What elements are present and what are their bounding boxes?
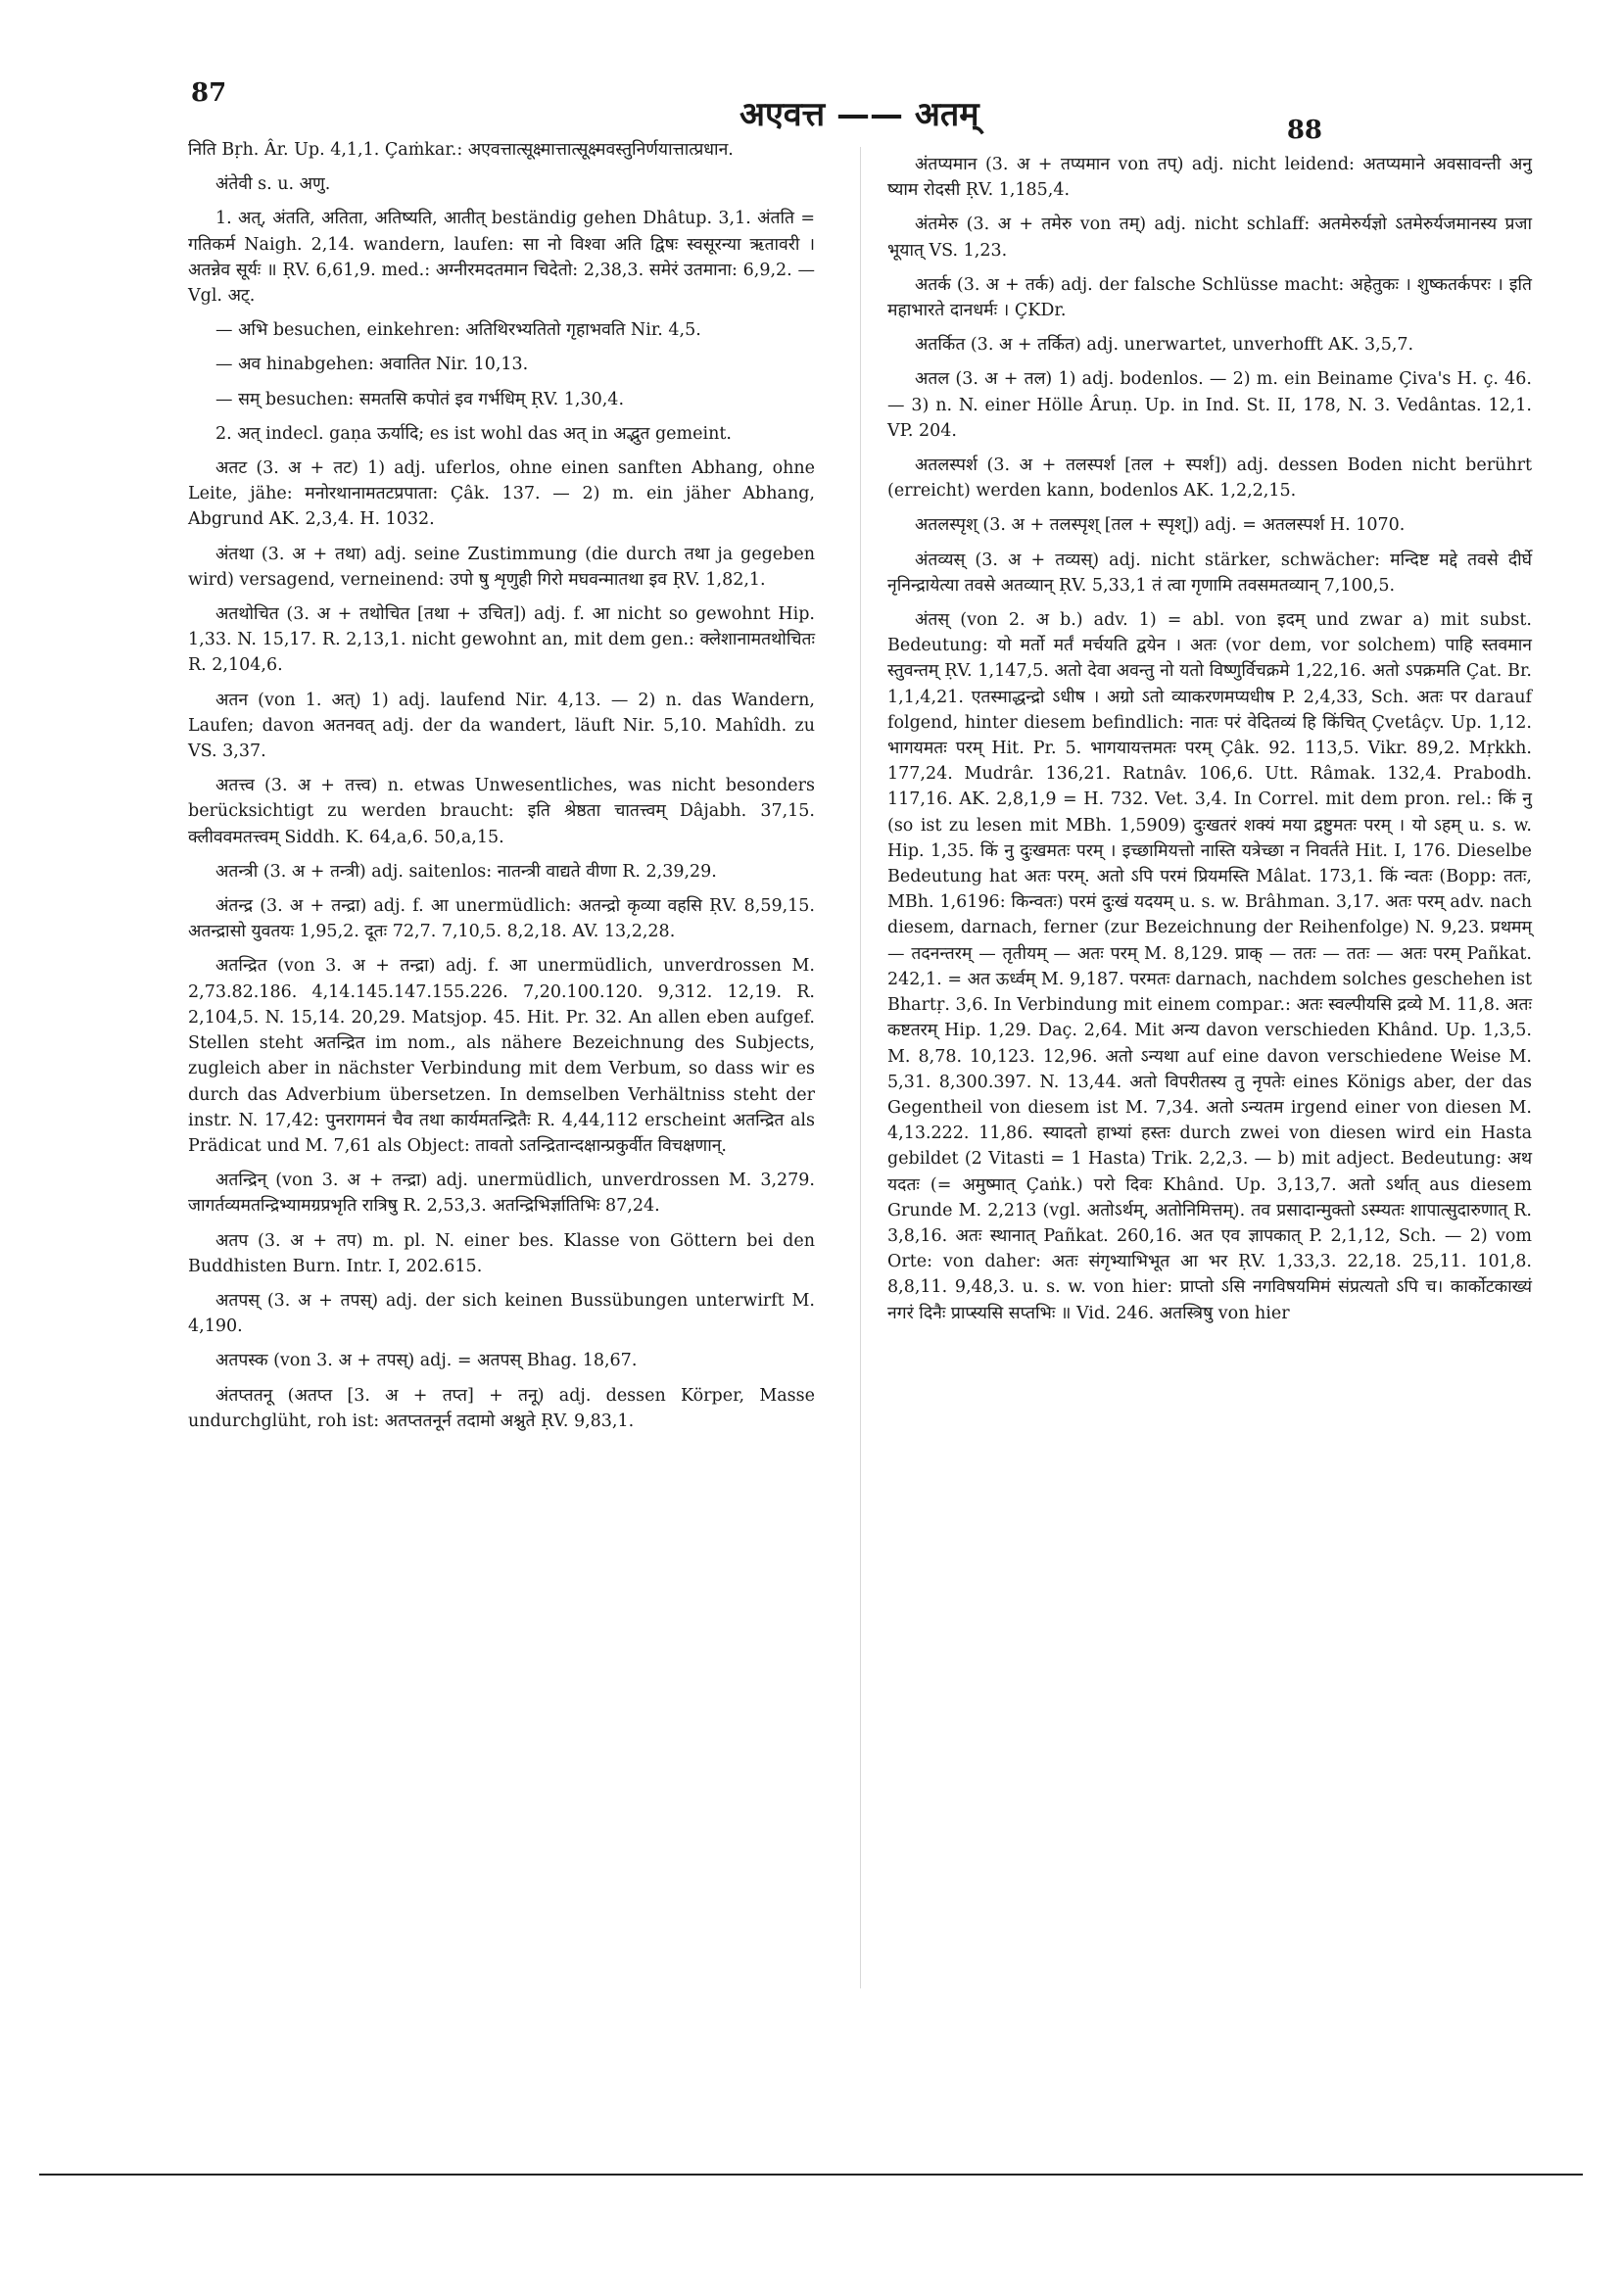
page-header [191,78,1322,145]
dictionary-entry: अतलस्पृश् (3. अ + तलस्पृश् [तल + स्पृश्]) adj. = अतलस्पर्श H. 1070. [915,515,1406,536]
dictionary-entry: अतन्द्रिन् (von 3. अ + तन्द्रा) adj. unermüdlich, unverdrossen M. 3,279. जागर्तव्यमतन्द्रिभ्यामग्रप्रभृति रात्रिषु R. 2,53,3. अतन्द्रिभिर्ज्ञातिभिः 87,24. [188,1171,815,1217]
dictionary-entry: अतल (3. अ + तल) 1) adj. bodenlos. — 2) m. ein Beiname Çiva's H. ç. 46. — 3) n. N. einer Hölle Âruṇ. Up. in Ind. St. II, 178, N. 3. Vedântas. 12,1. VP. 204. [887,369,1532,441]
dictionary-entry: अंतन्द्र (3. अ + तन्द्रा) adj. f. आ unermüdlich: अतन्द्रो कृव्या वहसि ṚV. 8,59,15. अतन्द्रासो युवतयः 1,95,2. दूतः 72,7. 7,10,5. 8,2,18. AV. 13,2,28. [188,896,815,942]
running-headword: अएवत्त —— अतम् [739,95,979,134]
dictionary-entry: अतट (3. अ + तट) 1) adj. uferlos, ohne einen sanften Abhang, ohne Leite, jähe: मनोरथानामतटप्रपाता: Çâk. 137. — 2) m. ein jäher Abhang, Abgrund AK. 2,3,4. H. 1032. [188,458,815,530]
dictionary-entry: निति Bṛh. Âr. Up. 4,1,1. Çaṁkar.: अएवत्तात्सूक्ष्मात्तात्सूक्ष्मवस्तुनिर्णयात्तात्प्रधान. [188,140,734,160]
dictionary-entry: अतन्द्रित (von 3. अ + तन्द्रा) adj. f. आ unermüdlich, unverdrossen M. 2,73.82.186. 4,14.145.147.155.226. 7,20.100.120. 9,312. 12,19. R. 2,104,5. N. 15,14. 20,29. Matsjop. 45. Hit. Pr. 32. An allen eben aufgef. Stellen steht अतन्द्रित im nom., als nähere Bezeichnung des Subjects, zugleich aber in nächster Verbindung mit dem Verbum, so dass wir es durch das Adverbium übersetzen. In demselben Verhältniss steht der instr. N. 17,42: पुनरागमनं चैव तथा कार्यमतन्द्रितैः R. 4,44,112 erscheint अतन्द्रित als Prädicat und M. 7,61 als Object: तावतो ऽतन्द्रितान्दक्षान्प्रकुर्वीत विचक्षणान्. [188,956,815,1156]
right-column [887,152,1532,2013]
left-column [188,137,815,1979]
dictionary-entry: अतर्कित (3. अ + तर्कित) adj. unerwartet, unverhofft AK. 3,5,7. [915,335,1414,356]
dictionary-entry: अतप (3. अ + तप) m. pl. N. einer bes. Klasse von Göttern bei den Buddhisten Burn. Intr. I, 202.615. [188,1230,815,1276]
dictionary-entry: अंतमेरु (3. अ + तमेरु von तम्) adj. nicht schlaff: अतमेरुर्यज्ञो ऽतमेरुर्यजमानस्य प्रजा भूयात् VS. 1,23. [887,215,1532,261]
dictionary-entry: — अव hinabgehen: अवातित Nir. 10,13. [215,355,529,375]
dictionary-entry: अतथोचित (3. अ + तथोचित [तथा + उचित]) adj. f. आ nicht so gewohnt Hip. 1,33. N. 15,17. R. 2,13,1. nicht gewohnt an, mit dem gen.: क्लेशानामतथोचितः R. 2,104,6. [188,604,815,676]
dictionary-entry: अंतेवी s. u. अणु. [215,174,331,195]
dictionary-entry: अंतथा (3. अ + तथा) adj. seine Zustimmung (die durch तथा ja gegeben wird) versagend, verneinend: उपो षु शृणुही गिरो मघवन्मातथा इव ṚV. 1,82,1. [188,544,815,590]
dictionary-entry: अतपस् (3. अ + तपस्) adj. der sich keinen Bussübungen unterwirft M. 4,190. [188,1290,815,1337]
dictionary-entry: अंतस् (von 2. अ b.) adv. 1) = abl. von इदम् und zwar a) mit subst. Bedeutung: यो मर्तो मर्तं मर्चयति द्वयेन । अतः (vor dem, vor solchem) पाहि स्तवमान स्तुवन्तम् ṚV. 1,147,5. अतो देवा अवन्तु नो यतो विष्णुर्विचक्रमे 1,22,16. अतो ऽपक्रमति Çat. Br. 1,1,4,21. एतस्माद्धन्द्रो ऽधीष । अग्रो ऽतो व्याकरणमप्यधीष P. 2,4,33, Sch. अतः पर darauf folgend, hinter diesem befindlich: नातः परं वेदितव्यं हि किंचित् Çvetâçv. Up. 1,12. भागयमतः परम् Hit. Pr. 5. भागयायत्तमतः परम् Çâk. 92. 113,5. Vikr. 89,2. Mṛkkh. 177,24. Mudrâr. 136,21. Ratnâv. 106,6. Utt. Râmak. 132,4. Prabodh. 117,16. AK. 2,8,1,9 = H. 732. Vet. 3,4. In Correl. mit dem pron. rel.: किं नु (so ist zu lesen mit MBh. 1,5909) दुःखतरं शक्यं मया द्रष्टुमतः परम् । यो ऽहम् u. s. w. Hip. 1,35. किं नु दुःखमतः परम् । इच्छामियत्तो नास्ति यत्रेच्छा न निवर्तते Hit. I, 176. Dieselbe Bedeutung hat अतः परम्. अतो ऽपि परमं प्रियमस्ति Mâlat. 173,1. किं न्वतः (Bopp: ततः, MBh. 1,6196: किन्वतः) परमं दुःखं यदयम् u. s. w. Brâhman. 3,17. अतः परम् adv. nach diesem, darnach, ferner (zur Bezeichnung der Reihenfolge) N. 9,23. प्रथमम् — तदनन्तरम् — तृतीयम् — अतः परम् M. 8,129. प्राक् — ततः — ततः — अतः परम् Pañkat. 242,1. = अत ऊर्ध्वम् M. 9,187. परमतः darnach, nachdem solches geschehen ist Bhartṛ. 3,6. In Verbindung mit einem compar.: अतः स्वल्पीयसि द्रव्ये M. 11,8. अतः कष्टतरम् Hip. 1,29. Daç. 2,64. Mit अन्य davon verschieden Khând. Up. 1,3,5. M. 8,78. 10,123. 12,96. अतो ऽन्यथा auf eine davon verschiedene Weise M. 5,31. 8,300.397. N. 13,44. अतो विपरीतस्य तु नृपतेः eines Königs aber, der das Gegentheil von diesem ist M. 7,34. अतो ऽन्यतम irgend einer von diesen M. 4,13.222. 11,86. स्यादतो हाभ्यां हस्तः durch zwei von diesen wird ein Hasta gebildet (2 Vitasti = 1 Hasta) Trik. 2,2,3. — b) mit adject. Bedeutung: अथ यदतः (= अमुष्मात् Çaṅk.) परो दिवः Khând. Up. 3,13,7. अतो ऽर्थात् aus diesem Grunde M. 2,213 (vgl. अतोऽर्थम्, अतोनिमित्तम्). तव प्रसादान्मुक्तो ऽस्म्यतः शापात्सुदारुणात् R. 3,8,16. अतः स्थानात् Pañkat. 260,16. अत एव ज्ञापकात् P. 2,1,12, Sch. — 2) vom Orte: von daher: अतः संगृभ्याभिभूत आ भर ṚV. 1,33,3. 22,18. 25,11. 101,8. 8,8,11. 9,48,3. u. s. w. von hier: प्राप्तो ऽसि नगविषयमिमं संप्रत्यतो ऽपि च। कार्कोटकाख्यं नगरं दिनैः प्राप्स्यसि सप्तभिः ॥ Vid. 246. अतस्त्रिषु von hier [887,610,1532,1323]
bottom-rule [39,2174,1583,2176]
column-divider [860,147,861,1988]
dictionary-entry: अंतप्यमान (3. अ + तप्यमान von तप्) adj. nicht leidend: अतप्यमाने अवसावन्ती अनु ष्याम रोदसी ṚV. 1,185,4. [887,155,1532,201]
page-number-left: 87 [191,78,227,108]
dictionary-entry: अतन (von 1. अत्) 1) adj. laufend Nir. 4,13. — 2) n. das Wandern, Laufen; davon अतनवत् adj. der da wandert, läuft Nir. 5,10. Mahîdh. zu VS. 3,37. [188,690,815,762]
dictionary-entry: 1. अत्, अंतति, अतिता, अतिष्यति, आतीत् beständig gehen Dhâtup. 3,1. अंतति = गतिकर्म Naigh. 2,14. wandern, laufen: सा नो विश्वा अति द्विषः स्वसूरन्या ऋतावरी । अतन्नेव सूर्यः ॥ ṚV. 6,61,9. med.: अग्नीरमदतमान चिदेतो: 2,38,3. समेरं उतमाना: 6,9,2. — Vgl. अट्. [188,209,815,307]
dictionary-entry: 2. अत् indecl. gaṇa ऊर्यादि; es ist wohl das अत् in अद्भुत gemeint. [215,423,732,444]
dictionary-entry: — सम् besuchen: समतसि कपोतं इव गर्भधिम् ṚV. 1,30,4. [215,389,625,409]
dictionary-entry: अंतप्ततनू (अतप्त [3. अ + तप्त] + तनू) adj. dessen Körper, Masse undurchglüht, roh ist: अतप्ततनूर्न तदामो अश्नुते ṚV. 9,83,1. [188,1385,815,1431]
dictionary-entry: अतलस्पर्श (3. अ + तलस्पर्श [तल + स्पर्श]) adj. dessen Boden nicht berührt (erreicht) werden kann, bodenlos AK. 1,2,2,15. [887,455,1532,502]
dictionary-entry: अतन्त्री (3. अ + तन्त्री) adj. saitenlos: नातन्त्री वाद्यते वीणा R. 2,39,29. [215,861,717,882]
dictionary-entry: अतपस्क (von 3. अ + तपस्) adj. = अतपस् Bhag. 18,67. [215,1351,638,1371]
dictionary-entry: अंतव्यस् (3. अ + तव्यस्) adj. nicht stärker, schwächer: मन्दिष्ट मद्दे तवसे दीर्घे नृनिन्द्रायेत्या तवसे अतव्यान् ṚV. 5,33,1 तं त्वा गृणामि तवसमतव्यान् 7,100,5. [887,550,1532,596]
dictionary-entry: अतर्क (3. अ + तर्क) adj. der falsche Schlüsse macht: अहेतुकः । शुष्कतर्कपरः । इति महाभारते दानधर्मः । ÇKDr. [887,274,1532,321]
dictionary-entry: अतत्त्व (3. अ + तत्त्व) n. etwas Unwesentliches, was nicht besonders berücksichtigt zu werden braucht: इति श्रेष्ठता चातत्त्वम् Dâjabh. 37,15. क्लीववमतत्त्वम् Siddh. K. 64,a,6. 50,a,15. [188,776,815,847]
page-number-right: 88 [1286,116,1322,145]
dictionary-entry: — अभि besuchen, einkehren: अतिथिरभ्यतितो गृहाभवति Nir. 4,5. [215,320,701,341]
